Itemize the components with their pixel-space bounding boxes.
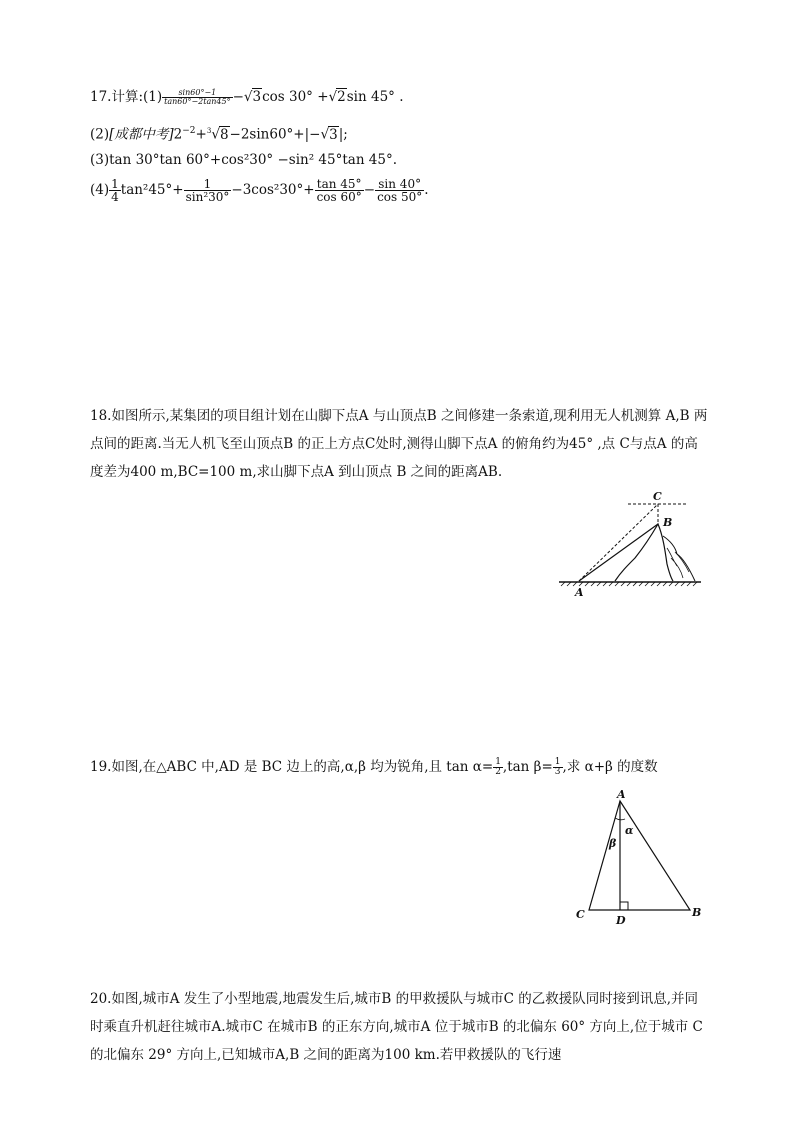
right-angle-mark <box>620 902 628 910</box>
label-c: C <box>653 490 662 503</box>
triangle-figure <box>570 788 710 928</box>
q20-text: 20.如图,城市A 发生了小型地震,地震发生后,城市B 的甲救援队与城市C 的乙救援队同时接到讯息,并同时乘直升机赶往城市A.城市C 在城市B 的正东方向,城市A 位于城市B 的北偏东 60° 方向上,位于城市 C 的北偏东 29° 方向上,已知城市A,B 之间的距离为100 km.若甲救援队的飞行速 <box>90 991 703 1063</box>
q17-line3: (3)tan 30°tan 60°+cos²30° −sin² 45°tan 45°. <box>90 152 398 168</box>
q17-line1: 17.计算:(1) $\frac{\sin 60^\circ-1}{\tan 60^\circ-2\tan 45^\circ}$ −√3cos 30° +√2sin 45° . <box>90 88 404 106</box>
label-alpha: α <box>625 824 634 837</box>
label-b: B <box>692 906 702 919</box>
q17-fraction: $\frac{\sin 60^\circ-1}{\tan 60^\circ-2\tan 45^\circ}$ <box>164 88 231 106</box>
label-b: B <box>663 516 673 529</box>
cable-ab <box>579 524 658 581</box>
q17-line4: (4) $\frac{1}{4}$ tan²45°+ $\frac{1}{\text{sin²30°}}$ −3cos²30°+ $\frac{\tan 45^\circ}{\cos 60^\circ}$ − $\frac{\sin 40^\circ}{\cos 50^\circ}$ . <box>90 177 429 204</box>
mountain-ridge <box>663 536 695 581</box>
label-a: A <box>575 586 584 599</box>
triangle-abc <box>589 801 690 910</box>
mountain-figure <box>555 488 715 600</box>
q19-text: 19.如图,在△ABC 中,AD 是 BC 边上的高,α,β 均为锐角,且 tan α= $\frac{1}{2}$ ,tan β= $\frac{1}{3}$ ,求 α+β 的度数 <box>90 757 658 777</box>
source-tag: [成都中考] <box>109 126 174 143</box>
q18-text: 18.如图所示,某集团的项目组计划在山脚下点A 与山顶点B 之间修建一条索道,现利用无人机测算 A,B 两点间的距离.当无人机飞至山顶点B 的正上方点C处时,测得山脚下点A 的俯角约为45° ,点 C与点A 的高度差为400 m,BC=100 m,求山脚下点A 到山顶点 B 之间的距离AB. <box>90 408 708 480</box>
label-d: D <box>616 914 626 927</box>
label-c: C <box>576 908 585 921</box>
q17-line2: (2)[成都中考]$2^{-2}+^3√8-2\sin 60^\circ+|-√3|$; <box>90 126 348 143</box>
label-a: A <box>617 788 626 801</box>
label-beta: β <box>609 837 617 850</box>
mountain-outline <box>615 524 673 581</box>
